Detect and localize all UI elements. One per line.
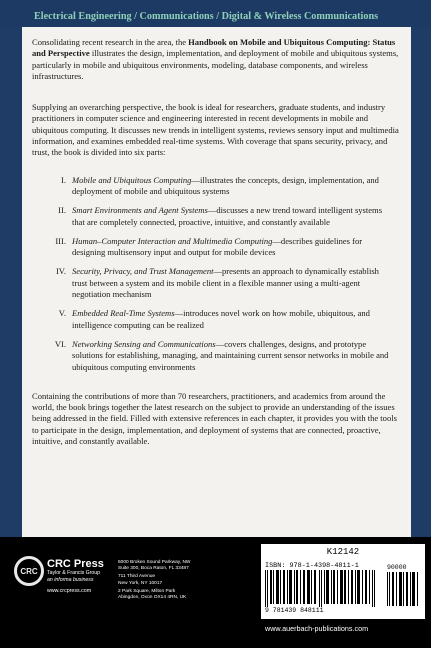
subject-category: Electrical Engineering / Communications / Digital & Wireless Communications (34, 11, 379, 22)
part-numeral: VI. (54, 338, 66, 349)
part-text: —discusses a new trend toward intelligent systems that are completely connected, proactive, intuitive, and constantly available (72, 205, 383, 227)
part-numeral: I. (61, 174, 66, 185)
description-panel (22, 27, 411, 537)
part-item (32, 236, 401, 259)
part-text: —presents an approach to dynamically establish trust between a system and its mobile client in a flexible manner using a multi-agent negotiation mechanism (72, 266, 379, 300)
overview-paragraph: Supplying an overarching perspective, the book is ideal for researchers, graduate students, and industry practitioners in computer science and engineering interested in recent developments in mobile and ubiquitous computing. It discusses new trends in intelligent systems, reviews sensory input and multimedia information, and examines embedded real-time systems. With coverage that spans security, privacy, and trust, the book is divided into six parts: (32, 102, 399, 158)
price-code: 90000 (387, 564, 407, 571)
part-item (32, 308, 401, 331)
logo-text: CRC (20, 566, 38, 576)
part-title: Mobile and Ubiquitous Computing (72, 174, 192, 185)
book-title: Handbook on Mobile and Ubiquitous Computing: Status and Perspective (32, 37, 396, 59)
parts-list (32, 175, 401, 373)
publisher-footer (0, 537, 431, 648)
address-new-york (118, 574, 190, 586)
address-line: 711 Third Avenue (118, 574, 156, 580)
publisher-group: Taylor & Francis Group (47, 570, 101, 576)
address-abingdon (118, 589, 190, 601)
part-numeral: II. (58, 205, 66, 216)
part-numeral: IV. (55, 266, 66, 277)
price-barcode-icon (387, 572, 419, 606)
part-numeral: V. (58, 308, 66, 319)
publisher-addresses (118, 560, 190, 603)
part-text: —introduces novel work on how mobile, ubiquitous, and intelligence computing can be realized (72, 308, 370, 330)
address-line: 6000 Broken Sound Parkway, NW (118, 560, 191, 565)
intro-paragraph (32, 37, 401, 82)
isbn-barcode-icon (265, 570, 383, 607)
part-item (32, 266, 401, 300)
part-numeral: III. (55, 235, 66, 246)
crc-logo-icon (14, 556, 44, 586)
publisher-block (47, 558, 104, 596)
address-boca-raton (118, 560, 190, 572)
product-code: K12142 (326, 547, 360, 557)
part-text: —describes guidelines for designing multisensory input and output for mobile devices (72, 235, 363, 258)
part-title: Security, Privacy, and Trust Management (72, 266, 214, 277)
intro-text-end: illustrates the design, implementation, and deployment of mobile and ubiquitous systems, particularly in mobile and ubiquitous environments, modeling, database components, and wireless infrastructures. (32, 48, 399, 81)
part-item (32, 339, 401, 373)
isbn-number: ISBN: 978-1-4398-4811-1 (265, 562, 359, 570)
barcode-box (261, 544, 425, 619)
website-url[interactable]: www.auerbach-publications.com (265, 624, 369, 633)
part-title: Human–Computer Interaction and Multimedia Computing (72, 235, 273, 246)
publisher-business: an informa business (47, 577, 94, 583)
barcode-number: 9 781439 848111 (265, 607, 324, 614)
intro-text-start: Consolidating recent research in the area, the (32, 37, 189, 47)
address-line: Suite 300, Boca Raton, FL 33487 (118, 566, 189, 572)
part-text: —illustrates the concepts, design, implementation, and deployment of mobile and ubiquitous systems (72, 174, 379, 196)
part-item (32, 205, 401, 228)
part-item (32, 175, 401, 198)
publisher-name: CRC Press (47, 558, 104, 570)
publisher-url[interactable]: www.crcpress.com (47, 588, 92, 594)
top-bar (0, 0, 431, 27)
address-line: Abingdon, Oxon OX14 4RN, UK (118, 595, 187, 601)
address-line: New York, NY 10017 (118, 580, 163, 586)
part-title: Smart Environments and Agent Systems (72, 205, 208, 216)
address-line: 2 Park Square, Milton Park (118, 588, 176, 594)
part-title: Networking Sensing and Communications (72, 338, 216, 349)
part-title: Embedded Real-Time Systems (72, 308, 175, 319)
part-text: —covers challenges, designs, and prototype solutions for establishing, managing, and maintaining current sensor networks in mobile and ubiquitous computing environments (72, 338, 389, 372)
closing-paragraph: Containing the contributions of more than 70 researchers, practitioners, and academics from around the world, the book brings together the latest research on the subject to provide an understanding of the issues being addressed in the field. Filled with extensive references in each chapter, it provides you with the tools to participate in the design, implementation, and deployment of systems that are connected, proactive, intuitive, and constantly available. (32, 390, 397, 447)
